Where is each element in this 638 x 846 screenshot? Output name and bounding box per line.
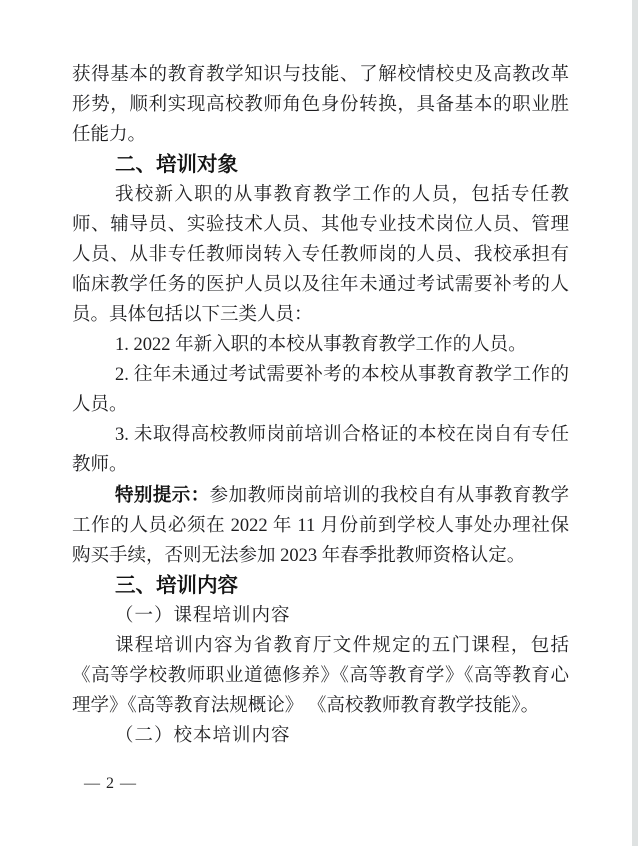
subsection-heading-course-training: （一）课程培训内容 — [115, 606, 291, 626]
special-note-text: 参加教师岗前培训的我校自有从事教育教学工作的人员必须在 2022 年 11 月份前到学校人事处办理社保购买手续，否则无法参加 2023 年春季批教师资格认定。 — [72, 486, 569, 566]
list-item-2: 2. 往年未通过考试需要补考的本校从事教育教学工作的人员。 — [72, 365, 569, 415]
paragraph-intro-continuation: 获得基本的教育教学知识与技能、了解校情校史及高教改革形势，顺利实现高校教师角色身份转换，具备基本的职业胜任能力。 — [72, 65, 569, 145]
list-item-1: 1. 2022 年新入职的本校从事教育教学工作的人员。 — [115, 335, 527, 355]
section-heading-training-targets: 二、培训对象 — [115, 153, 238, 176]
paragraph-training-targets: 我校新入职的从事教育教学工作的人员，包括专任教师、辅导员、实验技术人员、其他专业技术岗位人员、管理人员、从非专任教师岗转入专任教师岗的人员、我校承担有临床教学任务的医护人员以及往年未通过考试需要补考的人员。具体包括以下三类人员： — [72, 185, 569, 325]
page-edge-shadow — [632, 0, 638, 846]
section-heading-training-content: 三、培训内容 — [115, 574, 238, 597]
list-item-3: 3. 未取得高校教师岗前培训合格证的本校在岗自有专任教师。 — [72, 425, 569, 475]
special-note — [72, 480, 569, 571]
page-number: — 2 — — [84, 775, 137, 792]
subsection-heading-school-based-training: （二）校本培训内容 — [115, 726, 291, 746]
page-content — [72, 60, 569, 751]
special-note-label: 特别提示： — [115, 484, 210, 505]
paragraph-course-training: 课程培训内容为省教育厅文件规定的五门课程，包括《高等学校教师职业道德修养》《高等教育学》《高等教育心理学》《高等教育法规概论》 《高校教师教育教学技能》。 — [72, 636, 569, 716]
